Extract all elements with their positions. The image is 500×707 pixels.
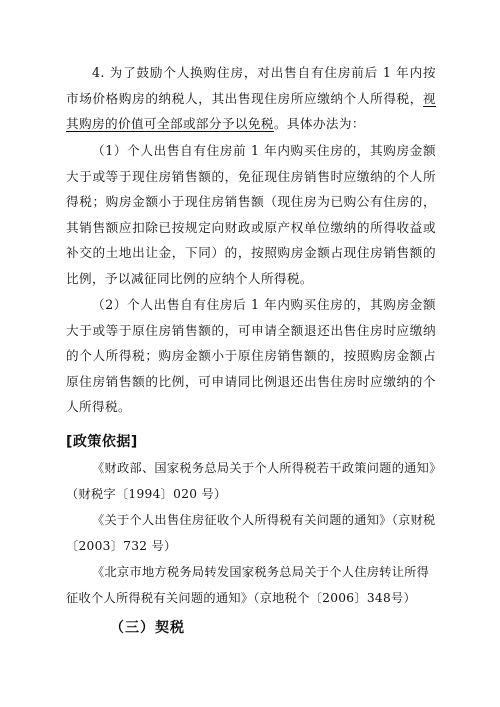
- paragraph-item-4-text: 4. 为了鼓励个人换购住房，对出售自有住房前后 1 年内按市场价格购房的纳税人，其出售现住房所应缴纳个人所得税，: [66, 65, 436, 106]
- section-title-deed-tax: （三）契税: [110, 620, 185, 636]
- policy-reference-1: 《财政部、国家税务总局关于个人所得税若干政策问题的通知》（财税字〔1994〕020 号）: [66, 461, 436, 501]
- policy-reference-2: 《关于个人出售住房征收个人所得税有关问题的通知》（京财税〔2003〕732 号）: [66, 513, 436, 553]
- paragraph-item-4-tail: 。具体办法为：: [273, 116, 365, 131]
- policy-basis-heading: [政策依据]: [66, 434, 138, 450]
- policy-reference-3: 《北京市地方税务局转发国家税务总局关于个人住房转让所得征收个人所得税有关问题的通知》（京地税个〔2006〕348号）: [66, 565, 430, 605]
- underlined-tax-exemption-text: 视其购房的价值可全部或部分予以免税: [66, 90, 436, 131]
- paragraph-clause-1: （1）个人出售自有住房前 1 年内购买住房的，其购房金额大于或等于现住房销售额的，免征现住房销售时应缴纳的个人所得税；购房金额小于现住房销售额（现住房为已购公有住房的，其销售额应扣除已按规定向财政或原产权单位缴纳的所得收益或补交的土地出让金，下同）的，按照购房金额占现住房销售额的比例，予以减征同比例的应纳个人所得税。: [66, 143, 436, 286]
- paragraph-item-4: [66, 60, 436, 137]
- paragraph-clause-2: （2）个人出售自有住房后 1 年内购买住房的，其购房金额大于或等于原住房销售额的，可申请全额退还出售住房时应缴纳的个人所得税；购房金额小于原住房销售额的，按照购房金额占原住房销售额的比例，可申请同比例退还出售住房时应缴纳的个人所得税。: [66, 297, 436, 414]
